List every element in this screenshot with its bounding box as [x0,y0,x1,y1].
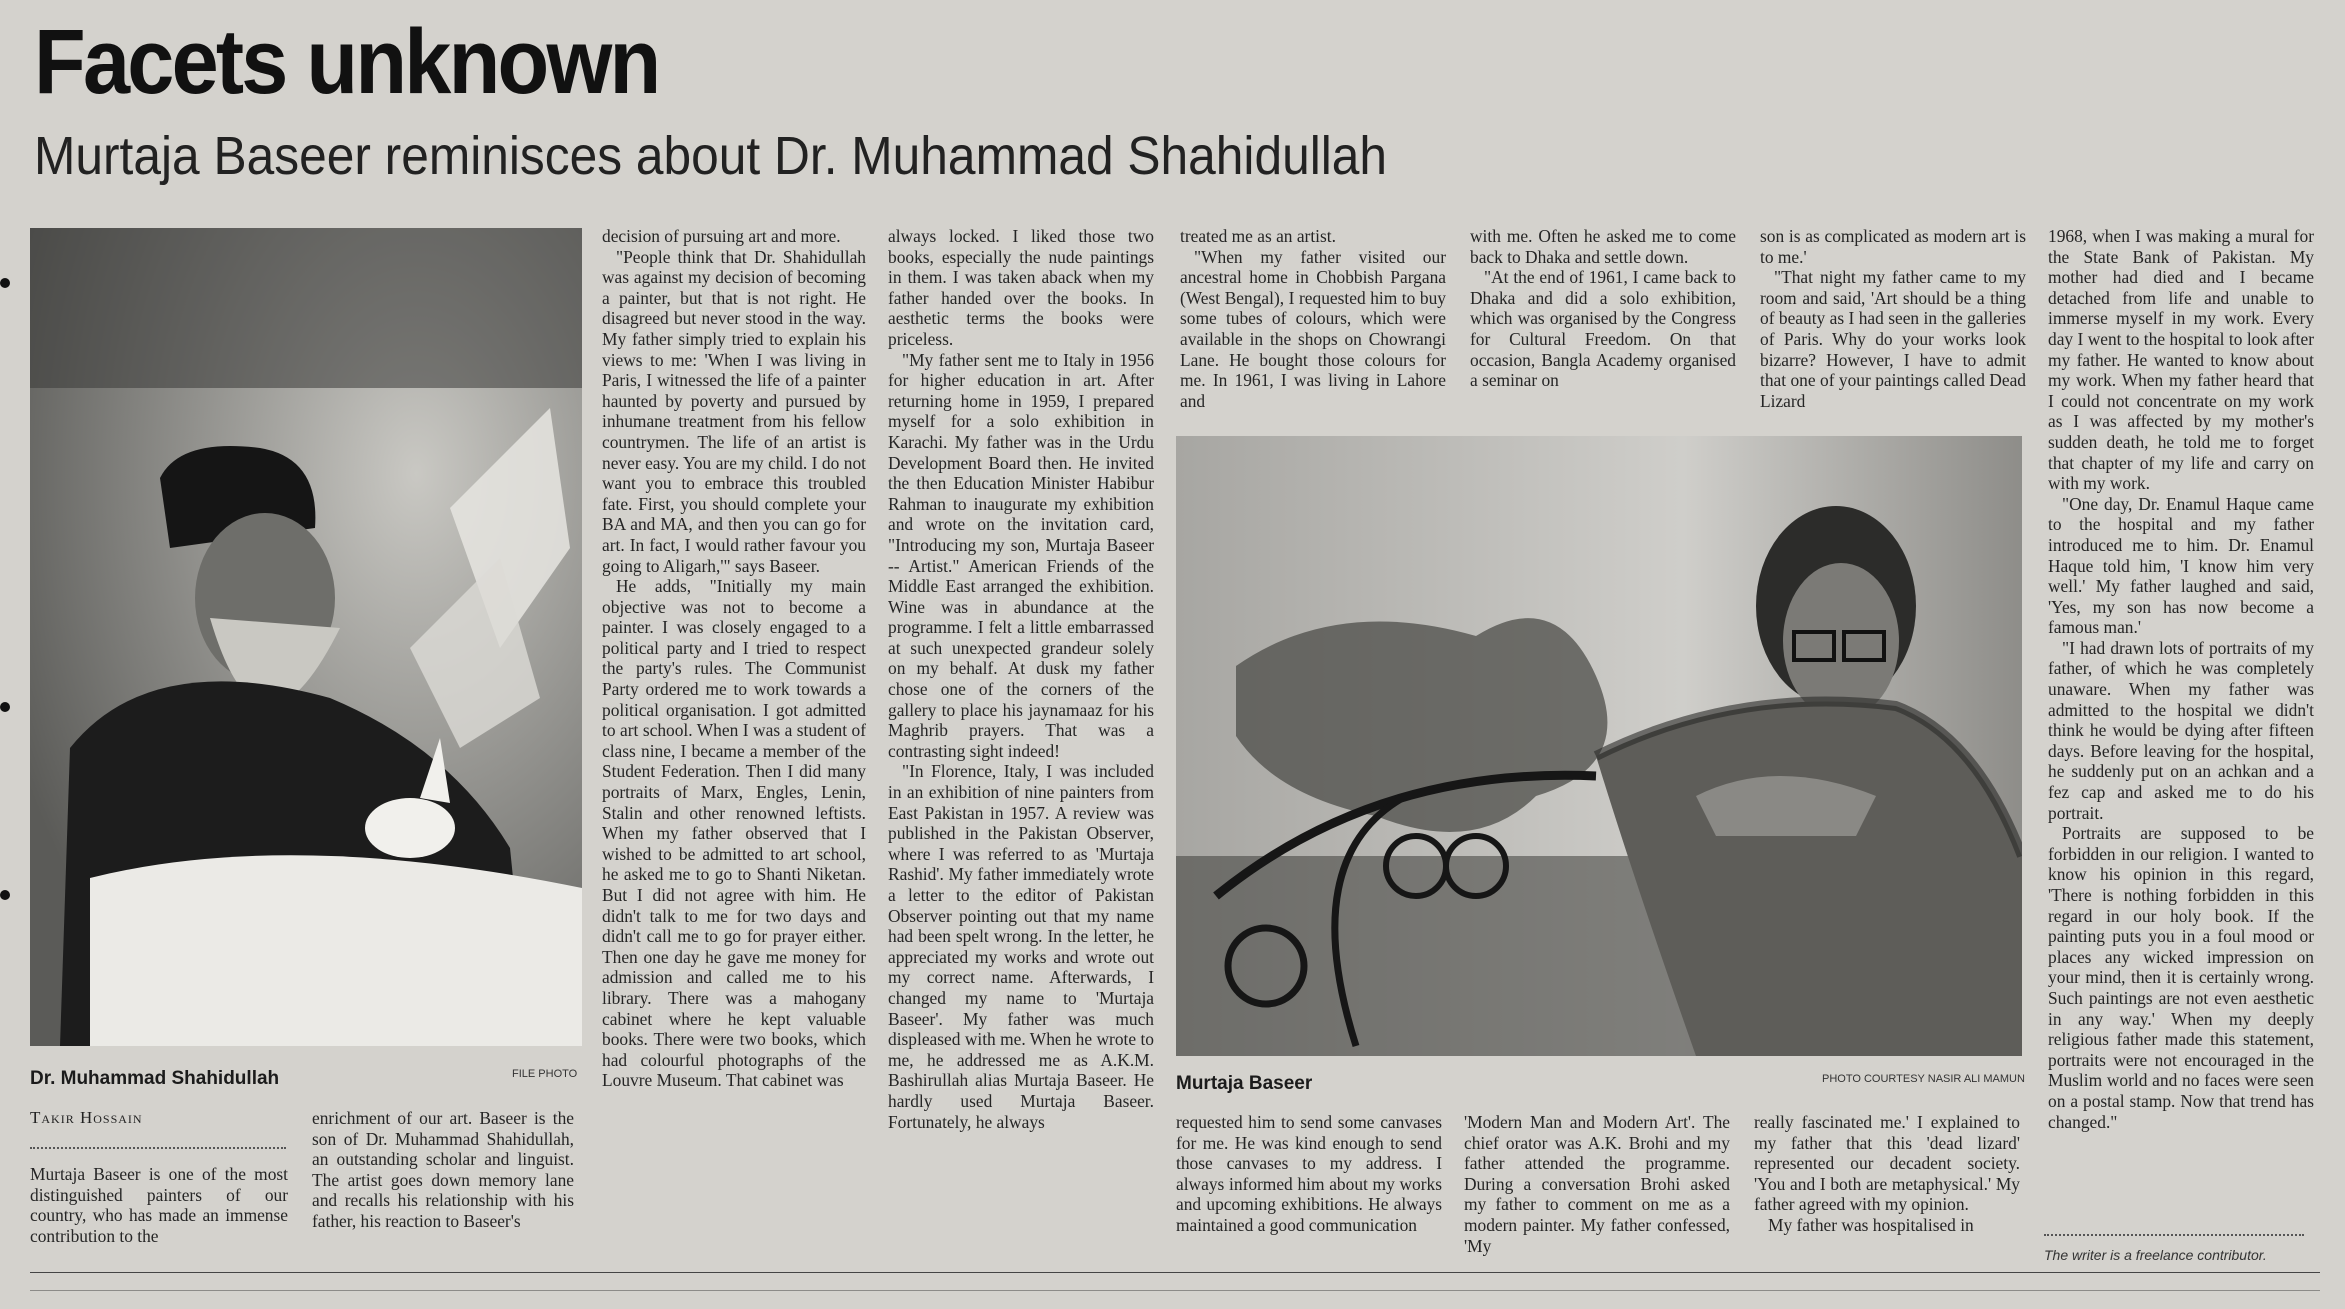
writer-note: The writer is a freelance contributor. [2044,1247,2267,1263]
column-4-bottom [1176,1112,1442,1260]
binder-hole [0,702,10,712]
column-5-bottom [1464,1112,1730,1260]
paragraph: "At the end of 1961, I came back to Dhaka and did a solo exhibition, which was organised by the Congress for Cultural Freedom. On that occasion, Bangla Academy organised a seminar on [1470,267,1736,391]
column-6-top [1760,226,2026,416]
paragraph: enrichment of our art. Baseer is the son of Dr. Muhammad Shahidullah, an outstanding scholar and linguist. The artist goes down memory lane and recalls his relationship with his father, his reaction to Baseer's [312,1108,574,1231]
photo-shahidullah-credit: FILE PHOTO [512,1068,578,1080]
page-bottom-rule [30,1272,2320,1273]
paragraph: son is as complicated as modern art is to me.' [1760,226,2026,267]
end-divider [2044,1234,2304,1236]
column-intro [30,1164,288,1252]
paragraph: "In Florence, Italy, I was included in an exhibition of nine painters from East Pakistan in 1957. A review was published in the Pakistan Observer, where I was referred to as 'Murtaja Rashid'. My father immediately wrote a letter to the editor of Pakistan Observer pointing out that my name had been spelt wrong. In the letter, he appreciated my works and wrote out my correct name. Afterwards, I changed my name to 'Murtaja Baseer'. My father was much displeased with me. When he wrote to me, he addressed me as A.K.M. Bashirullah alias Murtaja Baseer. He hardly used Murtaja Baseer. Fortunately, he always [888,761,1154,1132]
paragraph: "My father sent me to Italy in 1956 for higher education in art. After returning home in 1959, I prepared myself for a solo exhibition in Karachi. My father was in the Urdu Development Board then. He invited the then Education Minister Habibur Rahman to inaugurate my exhibition and wrote on the invitation card, "Introducing my son, Murtaja Baseer -- Artist." American Friends of the Middle East arranged the exhibition. Wine was in abundance at the programme. I felt a little embarrassed at such unexpected grandeur solely on my behalf. At dusk my father chose one of the corners of the gallery to place his jaynamaaz for his Maghrib prayers. That was a contrasting sight indeed! [888,349,1154,761]
column-7 [2048,226,2314,1226]
paragraph: He adds, "Initially my main objective was not to become a painter. I was closely engaged to a political party and I tried to respect the party's rules. The Communist Party ordered me to work towards a political organisation. I got admitted to art school. When I was a student of class nine, I became a member of the Student Federation. Then I did many portraits of Marx, Engles, Lenin, Stalin and other renowned leftists. When my father observed that I wished to be admitted to art school, he asked me to go to Shanti Niketan. But I did not agree with him. He didn't talk to me for two days and didn't call me to go for prayer either. Then one day he gave me money for admission and called me to his library. There was a mahogany cabinet where he kept valuable books. There were two books, which had colourful photographs of the Louvre Museum. That cabinet was [602,576,866,1091]
paragraph: treated me as an artist. [1180,226,1336,246]
column-6-bottom [1754,1112,2020,1260]
byline: Takir Hossain [30,1108,143,1127]
paragraph: "People think that Dr. Shahidullah was against my decision of becoming a painter, but that is not right. He disagreed but never stood in the way. My father simply tried to explain his views to me: 'When I was living in Paris, I witnessed the life of a painter haunted by poverty and pursued by inhumane treatment from his fellow countrymen. The life of an artist is never easy. You are my child. I do not want you to embrace this troubled fate. First, you should complete your BA and MA, and then you can go for art. In fact, I would rather favour you going to Aligarh,'" says Baseer. [602,246,866,576]
column-5-top [1470,226,1736,416]
paragraph: requested him to send some canvases for me. He was kind enough to send those canvases to my address. I always informed him about my works and upcoming exhibitions. He always maintained a good communication [1176,1112,1442,1235]
photo-baseer-caption: Murtaja Baseer [1176,1073,1313,1094]
paragraph: "That night my father came to my room and said, 'Art should be a thing of beauty as I had seen in the galleries of Paris. Why do your works look bizarre? However, I have to admit that one of your paintings called Dead Lizard [1760,267,2026,411]
column-4-top [1180,226,1446,416]
byline-divider [30,1147,286,1149]
binder-hole [0,890,10,900]
column-2 [602,226,866,1260]
paragraph: My father was hospitalised in [1768,1214,1974,1235]
column-2-bottom [312,1108,574,1256]
paragraph: with me. Often he asked me to come back to Dhaka and settle down. [1470,226,1736,267]
photo-shahidullah-caption: Dr. Muhammad Shahidullah [30,1068,280,1089]
binder-hole [0,278,10,288]
photo-shahidullah [30,228,582,1046]
paragraph: really fascinated me.' I explained to my father that this 'dead lizard' represented our decadent society. 'You and I both are metaphysical.' My father agreed with my opinion. [1754,1112,2020,1215]
paragraph: "One day, Dr. Enamul Haque came to the hospital and my father introduced me to him. Dr. Enamul Haque told him, 'I know him very well.' My father laughed and said, 'Yes, my son has now become a famous man.' [2048,493,2314,638]
photo-baseer [1176,436,2022,1056]
headline: Facets unknown [34,11,659,113]
paragraph: decision of pursuing art and more. [602,226,841,246]
paragraph: Murtaja Baseer is one of the most distinguished painters of our country, who has made an immense contribution to the [30,1164,288,1246]
paragraph: Portraits are supposed to be forbidden in our religion. I wanted to know his opinion in this regard, 'There is nothing forbidden in this regard in our holy book. If the painting puts you in a foul mood or places any wicked impression on your mind, then it is certainly wrong. Such paintings are not even aesthetic in any way.' When my deeply religious father made this statement, portraits were not encouraged in the Muslim world and no faces were seen on a postal stamp. Now that trend has changed." [2048,823,2314,1132]
page-bottom-rule-2 [30,1290,2320,1291]
column-3 [888,226,1154,1260]
paragraph: always locked. I liked those two books, especially the nude paintings in them. I was taken aback when my father handed over the books. In aesthetic terms the books were priceless. [888,226,1154,349]
subheadline: Murtaja Baseer reminisces about Dr. Muhammad Shahidullah [34,126,1388,186]
paragraph: 1968, when I was making a mural for the State Bank of Pakistan. My mother had died and I became detached from life and unable to immerse myself in my work. Every day I went to the hospital to look after my father. He wanted to know about my work. When my father heard that I could not concentrate on my work as I was affected by my mother's sudden death, he told me to forget that chapter of my life and carry on with my work. [2048,226,2314,494]
paragraph: "I had drawn lots of portraits of my father, of which he was completely unaware. When my father was admitted to the hospital we didn't think he would be dying after fifteen days. Before leaving for the hospital, he suddenly put on an achkan and a fez cap and asked me to do his portrait. [2048,637,2314,823]
paragraph: 'Modern Man and Modern Art'. The chief orator was A.K. Brohi and my father attended the programme. During a conversation Brohi asked my father to comment on me as a modern painter. My father confessed, 'My [1464,1112,1730,1256]
photo-baseer-credit: PHOTO COURTESY NASIR ALI MAMUN [1822,1073,2025,1085]
paragraph: "When my father visited our ancestral home in Chobbish Pargana (West Bengal), I requested him to buy some tubes of colours, which were available in the shops on Chowrangi Lane. He bought those colours for me. In 1961, I was living in Lahore and [1180,246,1446,411]
